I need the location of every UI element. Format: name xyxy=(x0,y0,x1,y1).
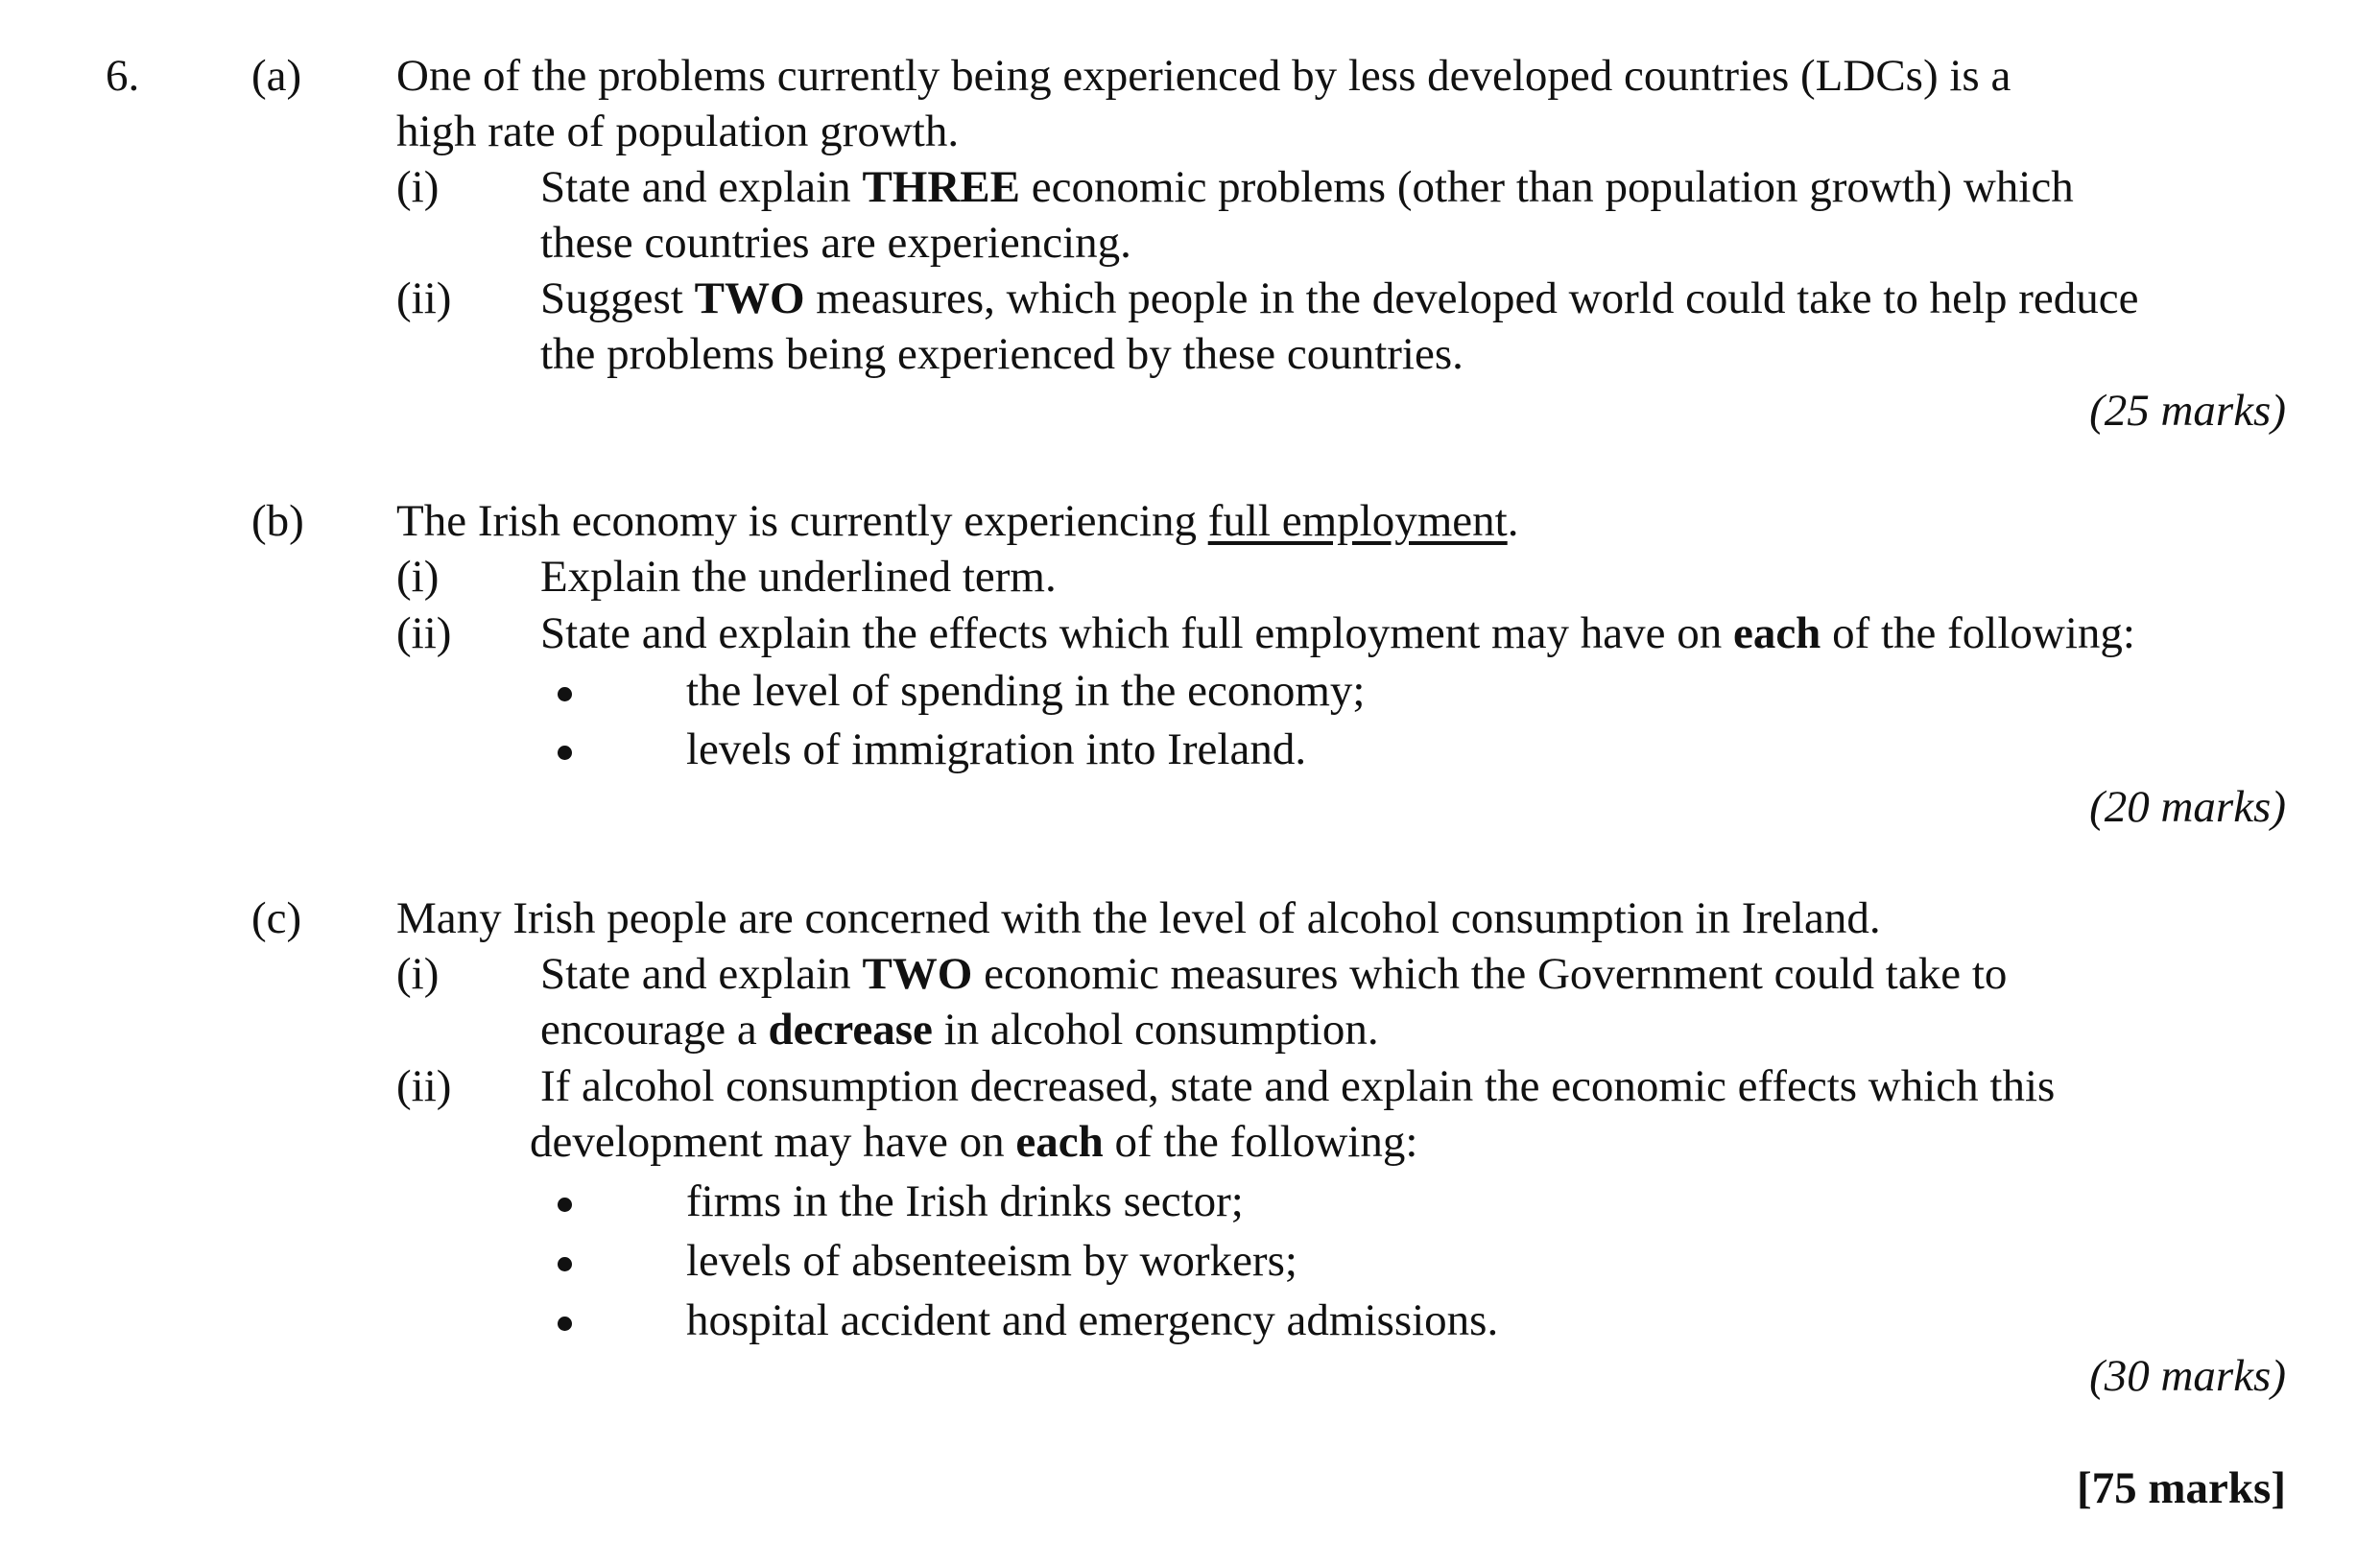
part-c-stem: Many Irish people are concerned with the level of alcohol consumption in Ireland. xyxy=(396,893,1881,943)
part-c-bullet-3: hospital accident and emergency admissions. xyxy=(686,1295,1499,1345)
part-c-marks: (30 marks) xyxy=(2089,1351,2286,1401)
emphasis-two: TWO xyxy=(862,949,973,999)
part-c-ii-line2: development may have on each of the following: xyxy=(530,1117,1418,1167)
part-b-label: (b) xyxy=(251,496,304,546)
part-b-stem: The Irish economy is currently experiencing full employment. xyxy=(396,496,1519,546)
part-c-i-line1: State and explain TWO economic measures which the Government could take to xyxy=(540,949,2008,999)
emphasis-each: each xyxy=(1015,1117,1104,1167)
total-marks: [75 marks] xyxy=(2077,1463,2286,1513)
emphasis-two: TWO xyxy=(694,273,805,323)
part-b-ii-text: State and explain the effects which full employment may have on each of the following: xyxy=(540,608,2135,658)
bullet-icon xyxy=(558,746,572,760)
underlined-term: full employment xyxy=(1207,496,1508,546)
part-b-bullet-2: levels of immigration into Ireland. xyxy=(686,724,1307,774)
part-c-ii-label: (ii) xyxy=(396,1061,452,1111)
part-a-i-line1: State and explain THREE economic problems (other than population growth) which xyxy=(540,162,2074,212)
part-a-i-label: (i) xyxy=(396,162,440,212)
bullet-icon xyxy=(558,1317,572,1331)
question-number: 6. xyxy=(106,51,140,101)
emphasis-three: THREE xyxy=(862,162,1020,212)
part-c-ii-line1: If alcohol consumption decreased, state and explain the economic effects which this xyxy=(540,1061,2056,1111)
part-c-i-label: (i) xyxy=(396,949,440,999)
part-b-ii-label: (ii) xyxy=(396,608,452,658)
part-c-bullet-2: levels of absenteeism by workers; xyxy=(686,1236,1297,1286)
part-a-marks: (25 marks) xyxy=(2089,386,2286,436)
emphasis-each: each xyxy=(1732,608,1821,658)
emphasis-decrease: decrease xyxy=(768,1005,933,1055)
part-a-stem-line2: high rate of population growth. xyxy=(396,107,960,156)
bullet-icon xyxy=(558,1198,572,1212)
part-b-i-text: Explain the underlined term. xyxy=(540,552,1057,602)
part-a-ii-line2: the problems being experienced by these countries. xyxy=(540,329,1464,379)
part-a-stem-line1: One of the problems currently being experienced by less developed countries (LDCs) is a xyxy=(396,51,2011,101)
part-a-i-line2: these countries are experiencing. xyxy=(540,218,1131,268)
part-c-i-line2: encourage a decrease in alcohol consumption. xyxy=(540,1005,1379,1055)
part-a-label: (a) xyxy=(251,51,302,101)
part-c-bullet-1: firms in the Irish drinks sector; xyxy=(686,1176,1244,1226)
part-b-bullet-1: the level of spending in the economy; xyxy=(686,666,1366,716)
bullet-icon xyxy=(558,687,572,701)
part-a-ii-label: (ii) xyxy=(396,273,452,323)
bullet-icon xyxy=(558,1257,572,1271)
part-a-ii-line1: Suggest TWO measures, which people in the developed world could take to help reduce xyxy=(540,273,2139,323)
part-b-marks: (20 marks) xyxy=(2089,782,2286,832)
part-b-i-label: (i) xyxy=(396,552,440,602)
part-c-label: (c) xyxy=(251,893,302,943)
